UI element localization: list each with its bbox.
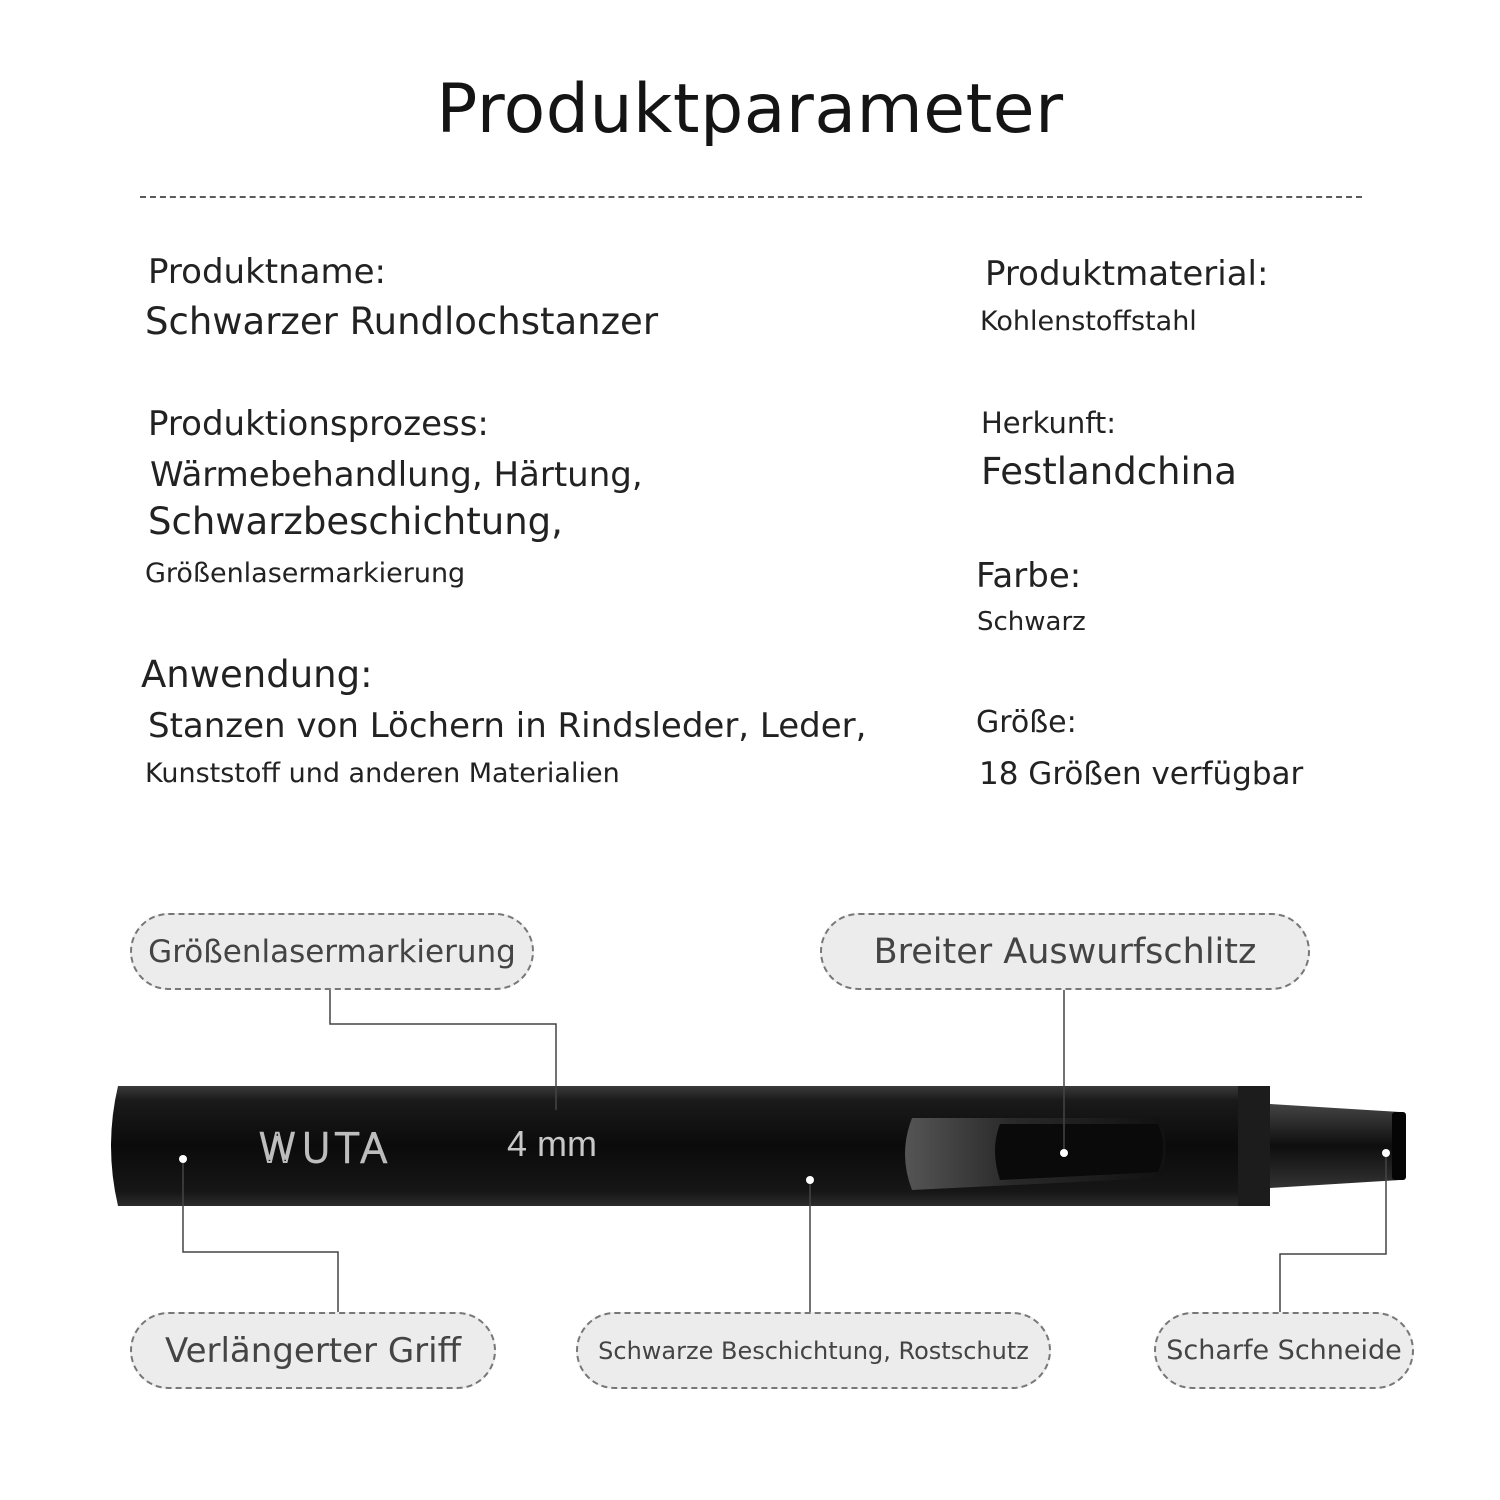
color-value: Schwarz: [977, 607, 1086, 637]
page-title: Produktparameter: [436, 70, 1064, 149]
callout-laser-marking: Größenlasermarkierung: [130, 913, 534, 990]
coating-dot: [806, 1176, 814, 1184]
material-value: Kohlenstoffstahl: [980, 306, 1197, 337]
callout-ejection-slot: Breiter Auswurfschlitz: [820, 913, 1310, 990]
process-line-1: Wärmebehandlung, Härtung,: [150, 455, 643, 495]
callout-sharp-edge: Scharfe Schneide: [1154, 1312, 1414, 1389]
application-label: Anwendung:: [141, 653, 373, 696]
callout-extended-grip: Verlängerter Griff: [130, 1312, 496, 1389]
application-line-2: Kunststoff und anderen Materialien: [145, 758, 620, 789]
application-line-1: Stanzen von Löchern in Rindsleder, Leder,: [148, 706, 867, 746]
grip-dot: [179, 1155, 187, 1163]
size-label: Größe:: [976, 705, 1077, 740]
color-label: Farbe:: [976, 556, 1082, 596]
brand-logo: WUTA: [258, 1126, 392, 1172]
size-marking: 4 mm: [507, 1123, 597, 1164]
edge-dot: [1382, 1149, 1390, 1157]
process-line-2: Schwarzbeschichtung,: [148, 500, 563, 543]
callout-black-coating: Schwarze Beschichtung, Rostschutz: [576, 1312, 1051, 1389]
material-label: Produktmaterial:: [985, 254, 1269, 294]
size-value: 18 Größen verfügbar: [979, 756, 1304, 792]
slot-dot: [1060, 1149, 1068, 1157]
origin-value: Festlandchina: [981, 450, 1237, 493]
process-label: Produktionsprozess:: [148, 404, 489, 444]
process-line-3: Größenlasermarkierung: [145, 558, 466, 589]
product-name-label: Produktname:: [148, 252, 386, 292]
product-name-value: Schwarzer Rundlochstanzer: [145, 300, 659, 343]
origin-label: Herkunft:: [981, 406, 1117, 440]
